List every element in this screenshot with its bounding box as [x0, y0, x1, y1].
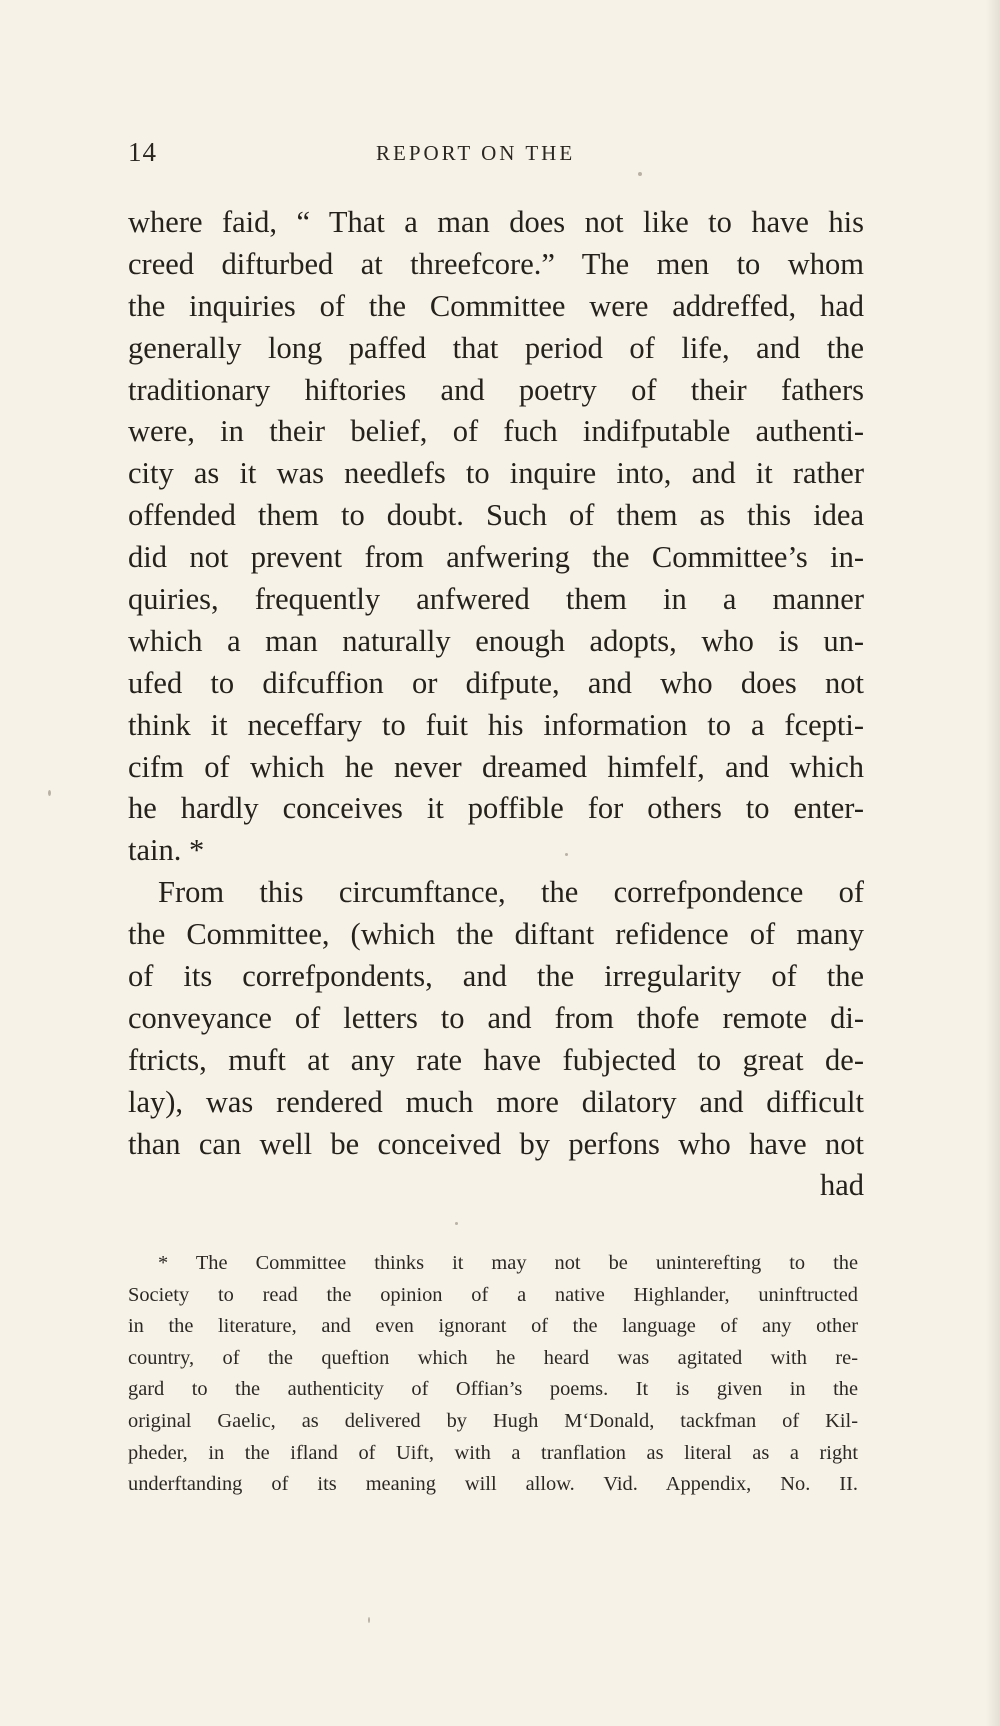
footnote-line: country, of the queftion which he heard was agitated with re- — [128, 1346, 858, 1369]
body-line: cifm of which he never dreamed himfelf, and which — [128, 749, 864, 784]
running-head: REPORT ON THE — [376, 141, 576, 165]
body-line: generally long paffed that period of life, and the — [128, 330, 864, 365]
body-line: did not prevent from anfwering the Committee’s in- — [128, 540, 864, 575]
footnote-line: gard to the authenticity of Offian’s poems. It is given in the — [128, 1378, 858, 1401]
footnote-line: underftanding of its meaning will allow. Vid. Appendix, No. II. — [128, 1473, 858, 1496]
body-line: ufed to difcuffion or difpute, and who does not — [128, 665, 864, 700]
body-line: city as it was needlefs to inquire into, and it rather — [128, 456, 864, 491]
body-line: quiries, frequently anfwered them in a manner — [128, 582, 864, 617]
paper-speck — [455, 1222, 458, 1225]
paper-speck — [368, 1617, 370, 1623]
footnote-line: pheder, in the ifland of Uift, with a tranflation as literal as a right — [128, 1441, 858, 1464]
body-line: think it neceffary to fuit his information to a fcepti- — [128, 707, 864, 742]
page-number: 14 — [128, 137, 157, 167]
page-edge-shadow — [986, 0, 1000, 1726]
catchword: had — [819, 1168, 864, 1203]
body-line: conveyance of letters to and from thofe remote di- — [128, 1000, 864, 1035]
body-line: the inquiries of the Committee were addreffed, had — [128, 288, 864, 323]
body-line: where faid, “ That a man does not like to have his — [128, 205, 864, 239]
body-line: lay), was rendered much more dilatory and difficult — [128, 1084, 864, 1119]
body-line: offended them to doubt. Such of them as this idea — [128, 498, 864, 533]
body-line: were, in their belief, of fuch indifputable authenti- — [128, 414, 864, 449]
body-line: ftricts, muft at any rate have fubjected to great de- — [128, 1042, 864, 1077]
paper-speck — [565, 853, 568, 856]
body-line: he hardly conceives it poffible for others to enter- — [128, 791, 864, 826]
body-line: traditionary hiftories and poetry of their fathers — [128, 372, 864, 407]
body-line: From this circumftance, the correfpondence of — [158, 875, 864, 910]
body-line: of its correfpondents, and the irregularity of the — [128, 959, 864, 994]
footnote-line: * The Committee thinks it may not be uninterefting to the — [158, 1252, 858, 1274]
footnote-line: Society to read the opinion of a native Highlander, uninftructed — [128, 1283, 858, 1306]
footnote — [128, 1248, 858, 1501]
body-text — [128, 202, 864, 1207]
body-line: creed difturbed at threefcore.” The men to whom — [128, 246, 864, 281]
footnote-line: in the literature, and even ignorant of the language of any other — [128, 1315, 858, 1338]
page-header — [128, 137, 868, 173]
body-line: tain. * — [128, 833, 205, 868]
body-line: the Committee, (which the diftant refidence of many — [128, 917, 864, 952]
footnote-line: original Gaelic, as delivered by Hugh M‘Donald, tackfman of Kil- — [128, 1409, 858, 1432]
paper-speck — [638, 172, 642, 176]
paper-speck — [48, 790, 51, 796]
body-line: which a man naturally enough adopts, who is un- — [128, 623, 864, 658]
body-line: than can well be conceived by perfons who have not — [128, 1126, 864, 1161]
